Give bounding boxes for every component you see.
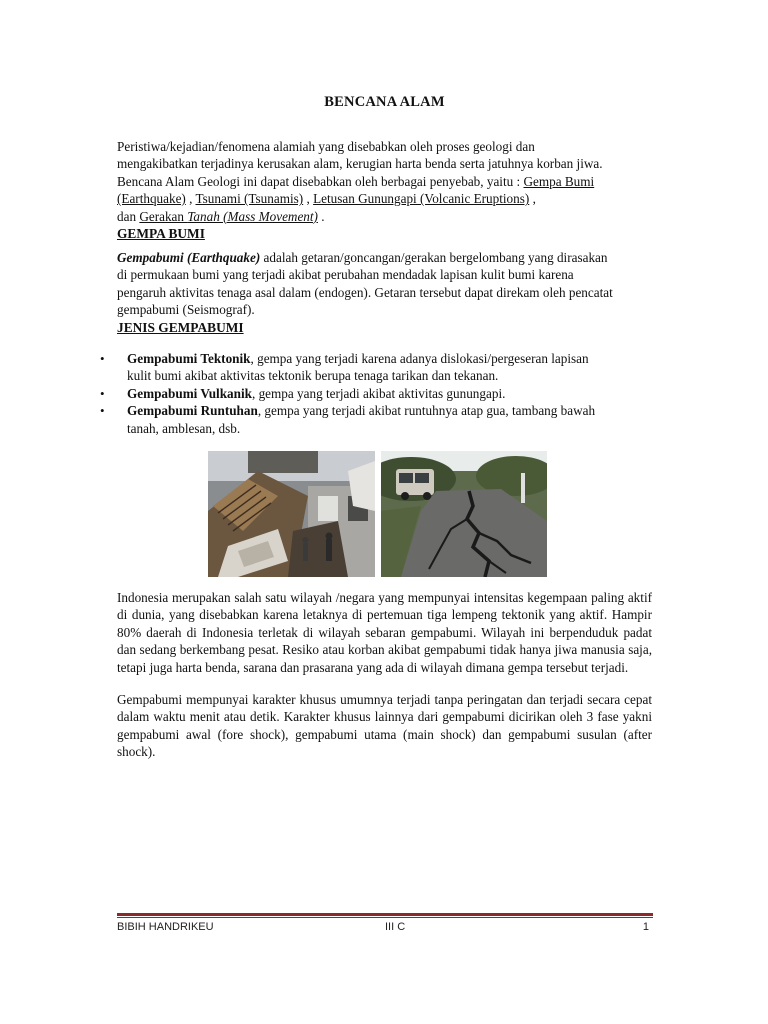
page-number: 1	[642, 921, 649, 933]
definition-text: pengaruh aktivitas tenaga asal dalam (endogen). Getaran tersebut dapat direkam oleh pencatat	[117, 284, 613, 300]
item-text: , gempa yang terjadi akibat runtuhnya atap gua, tambang bawah	[257, 403, 596, 419]
footer-class: III C	[385, 921, 406, 933]
tsunami-link[interactable]: Tsunami (Tsunamis)	[195, 191, 304, 207]
footer-author: BIBIH HANDRIKEU	[117, 921, 214, 933]
karakter-paragraph: Gempabumi mempunyai karakter khusus umumnya terjadi tanpa peringatan dan terjadi secara cepat dalam waktu menit atau detik. Karakter khusus lainnya dari gempabumi dicirikan oleh 3 fase yakni gempabumi awal (fore shock), gempabumi utama (main shock) dan gempabumi susulan (after shock).	[117, 692, 652, 760]
gempa-term: Gempabumi (Earthquake)	[117, 250, 261, 265]
separator: ,	[529, 191, 536, 207]
conjunction: dan	[117, 208, 140, 224]
footer-rule	[117, 913, 653, 916]
letusan-gunungapi-link[interactable]: Letusan Gunungapi (Volcanic Eruptions)	[313, 191, 530, 207]
item-text: kulit bumi akibat aktivitas tektonik berupa tenaga tarikan dan tekanan.	[127, 368, 499, 384]
indonesia-paragraph: Indonesia merupakan salah satu wilayah /negara yang mempunyai intensitas kegempaan paling aktif di dunia, yang disebabkan karena letaknya di pertemuan tiga lempeng tektonik yang aktif. Hampir 80% daerah di Indonesia terletak di wilayah sebaran gempabumi. Wilayah ini berpenduduk padat dan sedang berkembang pesat. Resiko atau korban akibat gempabumi tidak hanya jiwa manusia saja, tetapi juga harta benda, sarana dan prasarana yang ada di wilayah dimana gempa tersebut terjadi.	[117, 590, 652, 675]
heading-jenis-gempabumi: JENIS GEMPABUMI	[117, 320, 244, 335]
item-term: Gempabumi Vulkanik	[127, 385, 252, 401]
item-term: Gempabumi Runtuhan	[127, 403, 258, 419]
list-item	[100, 385, 649, 402]
collapsed-building-photo	[208, 451, 375, 577]
footer-rule-thin	[117, 917, 653, 918]
tanah-mass-movement-link[interactable]: Tanah (Mass Movement)	[187, 208, 318, 224]
definition-text: gempabumi (Seismograf).	[117, 302, 255, 318]
earthquake-types-list	[100, 350, 649, 437]
page-title: BENCANA ALAM	[324, 94, 445, 110]
separator: ,	[303, 191, 314, 207]
heading-gempa-bumi: GEMPA BUMI	[117, 226, 205, 241]
bullet-icon: •	[100, 385, 105, 401]
separator: ,	[185, 191, 196, 207]
item-text: tanah, amblesan, dsb.	[127, 420, 241, 436]
bullet-icon: •	[100, 351, 105, 366]
list-item	[100, 402, 649, 437]
intro-line: mengakibatkan terjadinya kerusakan alam, kerugian harta benda serta jatuhnya korban jiwa.	[117, 156, 603, 172]
definition-text: adalah getaran/goncangan/gerakan bergelombang yang dirasakan	[260, 250, 608, 265]
bullet-icon: •	[100, 403, 105, 419]
earthquake-link[interactable]: (Earthquake)	[117, 191, 186, 207]
cracked-road-photo	[381, 451, 547, 577]
item-text: , gempa yang terjadi karena adanya dislokasi/pergeseran lapisan	[250, 351, 589, 366]
gempa-bumi-link[interactable]: Gempa Bumi	[523, 173, 595, 189]
gempa-definition-paragraph	[117, 249, 652, 319]
intro-line: Bencana Alam Geologi ini dapat disebabkan oleh berbagai penyebab, yaitu :	[117, 173, 524, 189]
list-item	[100, 350, 649, 385]
gerakan-link[interactable]: Gerakan	[139, 208, 188, 224]
intro-paragraph	[117, 138, 652, 225]
period: .	[317, 208, 325, 224]
definition-text: di permukaan bumi yang terjadi akibat perubahan mendadak lapisan kulit bumi karena	[117, 267, 574, 283]
intro-line: Peristiwa/kejadian/fenomena alamiah yang disebabkan oleh proses geologi dan	[117, 139, 535, 154]
item-text: , gempa yang terjadi akibat aktivitas gunungapi.	[251, 385, 506, 401]
item-term: Gempabumi Tektonik	[127, 351, 251, 366]
